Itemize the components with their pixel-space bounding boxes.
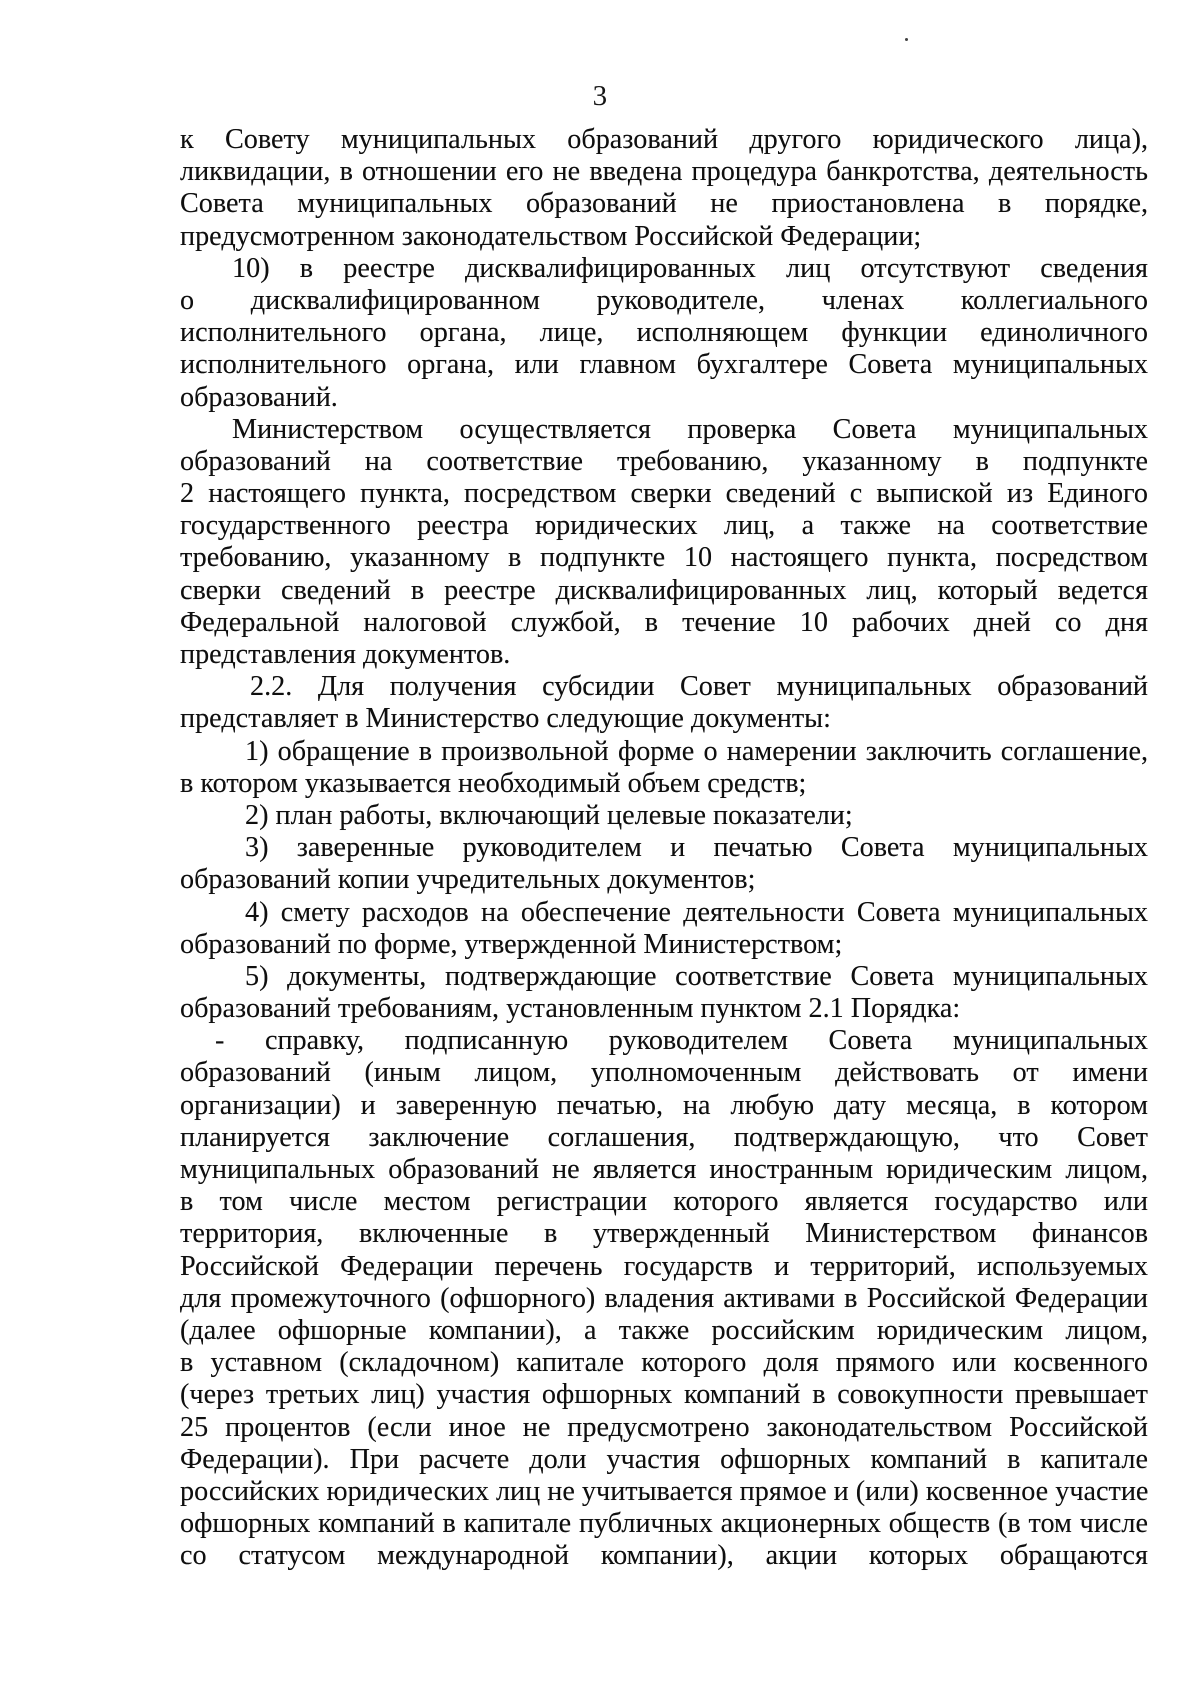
text-line: 2 настоящего пункта, посредством сверки сведений с выпиской из Единого: [180, 478, 1148, 510]
text-line: Совета муниципальных образований не приостановлена в порядке,: [180, 188, 1148, 220]
text-line: 2.2. Для получения субсидии Совет муниципальных образований: [250, 671, 1148, 703]
text-line: 10) в реестре дисквалифицированных лиц отсутствуют сведения: [232, 252, 1148, 284]
text-line: ликвидации, в отношении его не введена процедура банкротства, деятельность: [180, 156, 1148, 188]
text-line: со статусом международной компании), акции которых обращаются: [180, 1540, 1148, 1572]
text-line: сверки сведений в реестре дисквалифицированных лиц, который ведется: [180, 574, 1148, 606]
text-line: территория, включенные в утвержденный Министерством финансов: [180, 1218, 1148, 1250]
text-line: исполнительного органа, или главном бухгалтере Совета муниципальных: [180, 349, 1148, 381]
page-number: 3: [592, 80, 608, 112]
text-line: муниципальных образований не является иностранным юридическим лицом,: [180, 1154, 1148, 1185]
text-line: российских юридических лиц не учитывается прямое и (или) косвенное участие: [180, 1475, 1149, 1507]
text-line: - справку, подписанную руководителем Совета муниципальных: [215, 1025, 1148, 1057]
text-line: Федеральной налоговой службой, в течение 10 рабочих дней со дня: [180, 606, 1148, 638]
text-line: 25 процентов (если иное не предусмотрено законодательством Российской: [180, 1411, 1148, 1443]
text-line: 4) смету расходов на обеспечение деятельности Совета муниципальных: [245, 896, 1148, 928]
text-line: представляет в Министерство следующие документы:: [180, 703, 831, 735]
text-line: образований по форме, утвержденной Министерством;: [180, 928, 843, 960]
text-line: образований.: [180, 381, 338, 413]
text-line: планируется заключение соглашения, подтверждающую, что Совет: [180, 1121, 1148, 1153]
text-line: требованию, указанному в подпункте 10 настоящего пункта, посредством: [180, 542, 1148, 574]
text-line: в том числе местом регистрации которого является государство или: [180, 1186, 1148, 1218]
text-line: Министерством осуществляется проверка Совета муниципальных: [232, 413, 1148, 445]
text-line: для промежуточного (офшорного) владения активами в Российской Федерации: [180, 1282, 1148, 1314]
text-line: Федерации). При расчете доли участия офшорных компаний в капитале: [180, 1443, 1148, 1475]
text-line: (далее офшорные компании), а также российским юридическим лицом,: [180, 1314, 1148, 1346]
text-line: (через третьих лиц) участия офшорных компаний в совокупности превышает: [180, 1379, 1148, 1411]
text-line: к Совету муниципальных образований другого юридического лица),: [180, 124, 1148, 155]
text-line: о дисквалифицированном руководителе, членах коллегиального: [180, 284, 1148, 316]
text-line: образований (иным лицом, уполномоченным действовать от имени: [180, 1057, 1148, 1089]
text-line: организации) и заверенную печатью, на любую дату месяца, в котором: [180, 1089, 1148, 1121]
text-line: предусмотренном законодательством Российской Федерации;: [180, 220, 922, 252]
text-line: 2) план работы, включающий целевые показатели;: [245, 799, 853, 831]
text-line: Российской Федерации перечень государств и территорий, используемых: [180, 1250, 1148, 1282]
text-line: в уставном (складочном) капитале которого доля прямого или косвенного: [180, 1347, 1148, 1379]
document-body: [180, 124, 1148, 1572]
text-line: 5) документы, подтверждающие соответствие Совета муниципальных: [245, 960, 1148, 992]
text-line: образований на соответствие требованию, указанному в подпункте: [180, 445, 1148, 477]
text-line: офшорных компаний в капитале публичных акционерных обществ (в том числе: [180, 1508, 1148, 1540]
text-line: государственного реестра юридических лиц, а также на соответствие: [180, 510, 1148, 542]
text-line: 3) заверенные руководителем и печатью Совета муниципальных: [245, 832, 1148, 864]
text-line: в котором указывается необходимый объем средств;: [180, 767, 807, 799]
text-line: представления документов.: [180, 639, 511, 670]
scan-speck: [905, 38, 908, 41]
text-line: исполнительного органа, лице, исполняющем функции единоличного: [180, 317, 1148, 349]
text-line: 1) обращение в произвольной форме о намерении заключить соглашение,: [245, 735, 1148, 767]
text-line: образований требованиям, установленным пунктом 2.1 Порядка:: [180, 993, 961, 1025]
text-line: образований копии учредительных документов;: [180, 864, 756, 896]
